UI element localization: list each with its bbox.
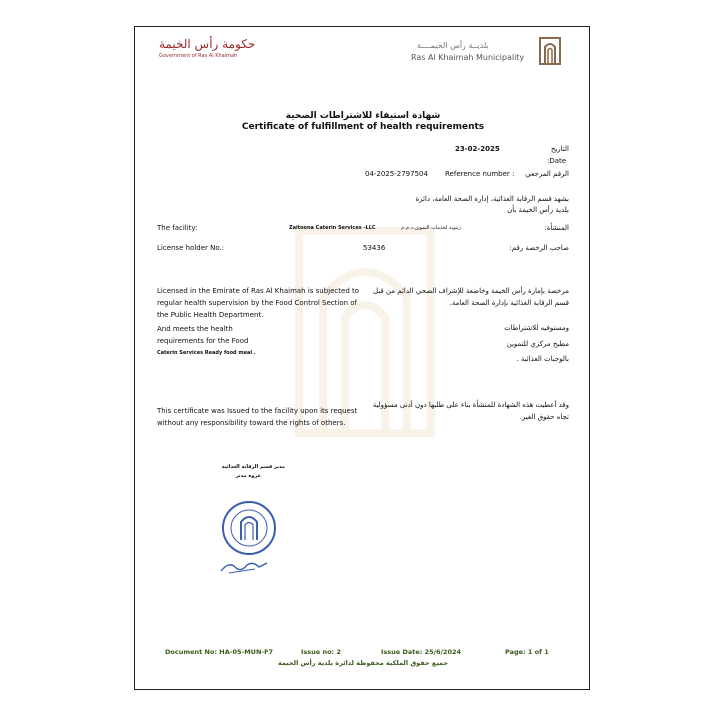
official-seal-icon (221, 500, 277, 560)
meets-text-english: And meets the health requirements for the Food (157, 325, 249, 345)
meets-text-arabic-3: بالوجبات الغذائية . (516, 355, 569, 363)
licensed-text-arabic: مرخصة بإمارة رأس الخيمة وخاضعة للإشراف الصحي الدائم من قبل قسم الرقابة الغذائية بإدارة الصحة العامة. (373, 287, 569, 307)
municipality-logo-icon (539, 37, 561, 69)
certificate-page (134, 26, 590, 690)
gov-logo-english: Government of Ras Al Khaimah (159, 53, 238, 59)
reference-label-arabic: الرقم المرجعي (525, 170, 569, 178)
municipality-name-arabic: بلديــة رأس الخيمــــة (417, 41, 489, 50)
footer-issue-date: Issue Date: 25/6/2024 (381, 648, 462, 656)
meets-text-arabic-2: مطبخ مركزي للتموين (506, 340, 569, 348)
license-label-arabic: صاحب الرخصة رقم: (509, 244, 569, 252)
meets-text-arabic-1: ومستوفيه للاشتراطات (504, 324, 569, 332)
signature-icon (219, 557, 269, 579)
facility-name-arabic: زيتونة لخدمات التموين.ذ.م.م (401, 225, 461, 231)
facility-label-arabic: المنشأة: (544, 224, 569, 232)
certifies-line-2: بلدية رأس الخيمة بأن (507, 206, 569, 214)
signatory-title: مدير قسم الرقابة الغذائية (221, 464, 285, 470)
title-english: Certificate of fulfillment of health requirements (241, 122, 485, 132)
date-label-arabic: التاريخ (550, 145, 569, 153)
gov-logo-arabic: حكومة رأس الخيمة (159, 37, 256, 51)
facility-label-english: The facility: (157, 224, 198, 232)
reference-label-english: Reference number : (445, 170, 515, 178)
footer-rights-arabic: جميع حقوق الملكية محفوظة لدائرة بلدية رأس الخيمة (277, 659, 449, 667)
date-value: 23-02-2025 (455, 145, 500, 153)
signatory-name: عروة مدثر (235, 473, 261, 479)
certifies-line-1: يشهد قسم الرقابة الغذائية، إدارة الصحة العامة، دائرة (415, 195, 569, 203)
issued-text-arabic: وقد أعطيت هذه الشهادة للمنشأة بناء على طلبها دون أدنى مسؤولية تجاه حقوق الغير. (372, 401, 569, 421)
issued-text-english: This certificate was Issued to the facility upon its request without any responsibility toward the rights of others. (157, 407, 358, 427)
footer-issue-number: Issue no: 2 (301, 648, 341, 656)
license-label-english: License holder No.: (157, 244, 225, 252)
footer-page-number: Page: 1 of 1 (505, 648, 549, 656)
reference-value: 04-2025-2797504 (365, 170, 428, 178)
licensed-text-english: Licensed in the Emirate of Ras Al Khaimah is subjected to regular health supervision by the Food Control Section of the Public Health Department. (157, 287, 360, 319)
facility-name-english: Zaitoona Caterin Services -LLC (289, 225, 376, 231)
footer-document-number: Document No: HA-05-MUN-F7 (165, 648, 274, 656)
food-activity-english: Caterin Services Ready food meal . (157, 350, 256, 356)
title-arabic: شهادة استيفاء للاشتراطات الصحية (285, 111, 441, 121)
municipality-name-english: Ras Al Khaimah Municipality (411, 53, 525, 62)
license-number: 53436 (363, 244, 386, 252)
date-label-english: :Date (547, 157, 567, 165)
